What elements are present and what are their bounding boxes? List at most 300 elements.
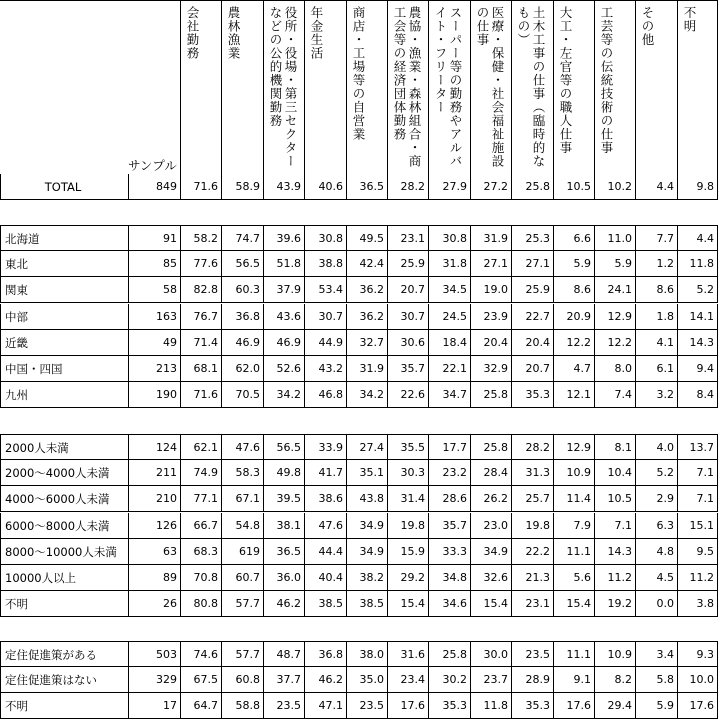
value-cell: 76.7	[180, 304, 221, 330]
value-cell: 34.9	[470, 539, 511, 565]
table-row	[0, 251, 718, 277]
value-cell: 8.2	[594, 667, 635, 693]
value-cell: 9.5	[677, 539, 718, 565]
value-cell: 11.4	[553, 486, 594, 512]
value-cell: 74.7	[221, 225, 263, 251]
value-cell: 30.7	[387, 304, 428, 330]
value-cell: 4.5	[635, 565, 677, 591]
value-cell: 35.3	[511, 693, 553, 719]
value-cell: 54.8	[221, 513, 263, 539]
value-cell: 24.1	[594, 277, 635, 303]
value-cell: 36.2	[346, 277, 387, 303]
row-label: 九州	[0, 382, 128, 408]
value-cell: 22.1	[428, 356, 470, 382]
value-cell: 40.6	[304, 174, 346, 200]
value-cell: 18.4	[428, 330, 470, 356]
value-cell: 44.4	[304, 539, 346, 565]
value-cell: 30.3	[387, 460, 428, 486]
column-header-label: 医療・保健・社会福祉施設の仕事	[475, 6, 505, 168]
value-cell: 12.9	[594, 304, 635, 330]
value-cell: 36.2	[346, 304, 387, 330]
value-cell: 46.2	[263, 591, 304, 617]
value-cell: 30.8	[304, 225, 346, 251]
value-cell: 15.1	[677, 513, 718, 539]
value-cell: 34.5	[428, 277, 470, 303]
value-cell: 22.6	[387, 382, 428, 408]
value-cell: 19.8	[511, 513, 553, 539]
value-cell: 4.8	[635, 539, 677, 565]
value-cell: 68.3	[180, 539, 221, 565]
value-cell: 31.6	[387, 641, 428, 667]
table-row	[0, 225, 718, 251]
value-cell: 1.8	[635, 304, 677, 330]
column-header-label: その他	[640, 6, 655, 47]
sample-size: 126	[128, 513, 180, 539]
column-header	[428, 0, 470, 176]
row-label: 4000～6000人未満	[0, 486, 128, 512]
value-cell: 25.9	[511, 277, 553, 303]
value-cell: 20.7	[387, 277, 428, 303]
value-cell: 33.9	[304, 434, 346, 460]
value-cell: 23.4	[387, 667, 428, 693]
sample-size: 849	[128, 174, 180, 200]
value-cell: 5.9	[553, 251, 594, 277]
row-label: 東北	[0, 251, 128, 277]
value-cell: 27.2	[470, 174, 511, 200]
value-cell: 38.1	[263, 513, 304, 539]
value-cell: 25.8	[470, 382, 511, 408]
value-cell: 4.0	[635, 434, 677, 460]
value-cell: 12.2	[553, 330, 594, 356]
sample-size: 124	[128, 434, 180, 460]
table-row	[0, 330, 718, 356]
value-cell: 10.9	[553, 460, 594, 486]
value-cell: 57.7	[221, 591, 263, 617]
value-cell: 7.7	[635, 225, 677, 251]
value-cell: 41.7	[304, 460, 346, 486]
value-cell: 34.7	[428, 382, 470, 408]
value-cell: 36.0	[263, 565, 304, 591]
value-cell: 8.6	[635, 277, 677, 303]
value-cell: 47.6	[304, 513, 346, 539]
table-row	[0, 356, 718, 382]
table-row	[0, 565, 718, 591]
row-label: 10000人以上	[0, 565, 128, 591]
value-cell: 42.4	[346, 251, 387, 277]
value-cell: 77.1	[180, 486, 221, 512]
value-cell: 20.4	[470, 330, 511, 356]
value-cell: 8.1	[594, 434, 635, 460]
value-cell: 4.1	[635, 330, 677, 356]
value-cell: 46.2	[304, 667, 346, 693]
value-cell: 25.8	[511, 174, 553, 200]
value-cell: 10.4	[594, 460, 635, 486]
value-cell: 30.6	[387, 330, 428, 356]
value-cell: 31.9	[470, 225, 511, 251]
value-cell: 40.4	[304, 565, 346, 591]
value-cell: 52.6	[263, 356, 304, 382]
row-label: 北海道	[0, 225, 128, 251]
value-cell: 19.8	[387, 513, 428, 539]
value-cell: 35.0	[346, 667, 387, 693]
value-cell: 23.5	[511, 641, 553, 667]
value-cell: 35.1	[346, 460, 387, 486]
value-cell: 11.1	[553, 539, 594, 565]
column-header-label: 工芸等の伝統技術の仕事	[599, 6, 614, 155]
column-header	[470, 0, 511, 176]
table-row	[0, 460, 718, 486]
value-cell: 74.6	[180, 641, 221, 667]
value-cell: 60.8	[221, 667, 263, 693]
value-cell: 68.1	[180, 356, 221, 382]
value-cell: 35.3	[428, 693, 470, 719]
value-cell: 12.1	[553, 382, 594, 408]
value-cell: 2.9	[635, 486, 677, 512]
value-cell: 77.6	[180, 251, 221, 277]
sample-size: 163	[128, 304, 180, 330]
column-header	[180, 0, 221, 176]
value-cell: 46.9	[263, 330, 304, 356]
row-label: 不明	[0, 591, 128, 617]
value-cell: 26.2	[470, 486, 511, 512]
value-cell: 35.3	[511, 382, 553, 408]
value-cell: 9.1	[553, 667, 594, 693]
value-cell: 19.0	[470, 277, 511, 303]
value-cell: 17.7	[428, 434, 470, 460]
value-cell: 11.1	[553, 641, 594, 667]
column-header	[677, 0, 718, 176]
row-label: 2000～4000人未満	[0, 460, 128, 486]
value-cell: 9.3	[677, 641, 718, 667]
value-cell: 25.9	[387, 251, 428, 277]
value-cell: 70.5	[221, 382, 263, 408]
value-cell: 27.4	[346, 434, 387, 460]
value-cell: 27.1	[511, 251, 553, 277]
sample-size: 211	[128, 460, 180, 486]
sample-size: 89	[128, 565, 180, 591]
value-cell: 38.5	[346, 591, 387, 617]
value-cell: 15.4	[553, 591, 594, 617]
value-cell: 43.8	[346, 486, 387, 512]
value-cell: 67.1	[221, 486, 263, 512]
total-row	[0, 174, 718, 200]
value-cell: 30.7	[304, 304, 346, 330]
value-cell: 9.8	[677, 174, 718, 200]
value-cell: 58.2	[180, 225, 221, 251]
value-cell: 38.8	[304, 251, 346, 277]
column-header-label: 大工・左官等の職人仕事	[558, 6, 573, 155]
value-cell: 32.9	[470, 356, 511, 382]
sample-size: 210	[128, 486, 180, 512]
value-cell: 71.6	[180, 174, 221, 200]
value-cell: 5.9	[635, 693, 677, 719]
row-label: 定住促進策はない	[0, 667, 128, 693]
value-cell: 34.2	[346, 382, 387, 408]
value-cell: 23.2	[428, 460, 470, 486]
value-cell: 38.0	[346, 641, 387, 667]
value-cell: 25.3	[511, 225, 553, 251]
value-cell: 60.3	[221, 277, 263, 303]
value-cell: 67.5	[180, 667, 221, 693]
column-header	[553, 0, 594, 176]
value-cell: 46.8	[304, 382, 346, 408]
value-cell: 32.7	[346, 330, 387, 356]
table-row	[0, 641, 718, 667]
value-cell: 34.9	[346, 539, 387, 565]
value-cell: 56.5	[263, 434, 304, 460]
value-cell: 31.4	[387, 486, 428, 512]
column-header	[221, 0, 263, 176]
value-cell: 13.7	[677, 434, 718, 460]
value-cell: 82.8	[180, 277, 221, 303]
value-cell: 17.6	[387, 693, 428, 719]
value-cell: 58.3	[221, 460, 263, 486]
column-header-label: 農協・漁業・森林組合・商工会等の経済団体勤務	[392, 6, 422, 168]
value-cell: 20.4	[511, 330, 553, 356]
value-cell: 34.9	[346, 513, 387, 539]
row-label: 近畿	[0, 330, 128, 356]
table-row	[0, 277, 718, 303]
column-header-label: 土木工事の仕事（臨時的なもの）	[516, 6, 546, 168]
value-cell: 9.4	[677, 356, 718, 382]
value-cell: 64.7	[180, 693, 221, 719]
value-cell: 38.5	[304, 591, 346, 617]
value-cell: 19.2	[594, 591, 635, 617]
sample-size: 213	[128, 356, 180, 382]
value-cell: 34.8	[428, 565, 470, 591]
value-cell: 8.4	[677, 382, 718, 408]
value-cell: 7.1	[594, 513, 635, 539]
value-cell: 10.0	[677, 667, 718, 693]
value-cell: 31.3	[511, 460, 553, 486]
value-cell: 47.1	[304, 693, 346, 719]
column-header-label: 会社勤務	[185, 6, 200, 60]
value-cell: 23.5	[346, 693, 387, 719]
sample-size: 503	[128, 641, 180, 667]
value-cell: 46.9	[221, 330, 263, 356]
value-cell: 6.6	[553, 225, 594, 251]
value-cell: 51.8	[263, 251, 304, 277]
column-header-label: 役所・役場・第三セクターなどの公的機関勤務	[268, 6, 298, 168]
value-cell: 4.4	[677, 225, 718, 251]
value-cell: 10.5	[553, 174, 594, 200]
value-cell: 10.2	[594, 174, 635, 200]
table-row	[0, 434, 718, 460]
value-cell: 49.5	[346, 225, 387, 251]
value-cell: 11.2	[594, 565, 635, 591]
value-cell: 70.8	[180, 565, 221, 591]
row-label: 6000～8000人未満	[0, 513, 128, 539]
value-cell: 5.9	[594, 251, 635, 277]
value-cell: 25.7	[511, 486, 553, 512]
value-cell: 31.8	[428, 251, 470, 277]
table-row	[0, 539, 718, 565]
value-cell: 27.1	[470, 251, 511, 277]
table-row	[0, 693, 718, 719]
value-cell: 48.7	[263, 641, 304, 667]
sample-header: サンプル	[128, 158, 177, 173]
value-cell: 15.9	[387, 539, 428, 565]
value-cell: 58.8	[221, 693, 263, 719]
table-row	[0, 667, 718, 693]
column-header-label: 農林漁業	[226, 6, 241, 60]
value-cell: 20.9	[553, 304, 594, 330]
value-cell: 3.4	[635, 641, 677, 667]
column-header	[594, 0, 635, 176]
table-row	[0, 591, 718, 617]
value-cell: 32.6	[470, 565, 511, 591]
value-cell: 36.8	[304, 641, 346, 667]
value-cell: 31.9	[346, 356, 387, 382]
table-row	[0, 486, 718, 512]
value-cell: 36.5	[263, 539, 304, 565]
value-cell: 28.4	[470, 460, 511, 486]
value-cell: 14.3	[594, 539, 635, 565]
column-header	[387, 0, 428, 176]
value-cell: 29.2	[387, 565, 428, 591]
value-cell: 66.7	[180, 513, 221, 539]
value-cell: 33.3	[428, 539, 470, 565]
value-cell: 34.2	[263, 382, 304, 408]
value-cell: 4.7	[553, 356, 594, 382]
value-cell: 23.5	[263, 693, 304, 719]
value-cell: 6.3	[635, 513, 677, 539]
row-label: TOTAL	[0, 174, 128, 200]
value-cell: 11.2	[677, 565, 718, 591]
table-row	[0, 513, 718, 539]
value-cell: 28.6	[428, 486, 470, 512]
value-cell: 74.9	[180, 460, 221, 486]
value-cell: 17.6	[553, 693, 594, 719]
value-cell: 37.7	[263, 667, 304, 693]
value-cell: 14.1	[677, 304, 718, 330]
value-cell: 20.7	[511, 356, 553, 382]
sample-size: 26	[128, 591, 180, 617]
value-cell: 30.0	[470, 641, 511, 667]
sample-size: 190	[128, 382, 180, 408]
column-header-label: スーパー等の勤務やアルバイト・フリーター	[433, 6, 463, 168]
value-cell: 28.9	[511, 667, 553, 693]
value-cell: 7.1	[677, 486, 718, 512]
sample-size: 85	[128, 251, 180, 277]
value-cell: 5.2	[677, 277, 718, 303]
value-cell: 23.1	[387, 225, 428, 251]
value-cell: 71.6	[180, 382, 221, 408]
value-cell: 3.2	[635, 382, 677, 408]
value-cell: 619	[221, 539, 263, 565]
column-header	[263, 0, 304, 176]
value-cell: 17.6	[677, 693, 718, 719]
value-cell: 58.9	[221, 174, 263, 200]
value-cell: 22.2	[511, 539, 553, 565]
value-cell: 23.0	[470, 513, 511, 539]
value-cell: 57.7	[221, 641, 263, 667]
value-cell: 30.2	[428, 667, 470, 693]
value-cell: 7.9	[553, 513, 594, 539]
value-cell: 36.8	[221, 304, 263, 330]
value-cell: 53.4	[304, 277, 346, 303]
value-cell: 35.7	[387, 356, 428, 382]
column-header-label: 年金生活	[309, 6, 324, 60]
value-cell: 80.8	[180, 591, 221, 617]
value-cell: 43.2	[304, 356, 346, 382]
value-cell: 35.7	[428, 513, 470, 539]
row-label: 中国・四国	[0, 356, 128, 382]
value-cell: 71.4	[180, 330, 221, 356]
value-cell: 43.6	[263, 304, 304, 330]
sample-size: 17	[128, 693, 180, 719]
table-row	[0, 304, 718, 330]
row-label: 中部	[0, 304, 128, 330]
column-header	[635, 0, 677, 176]
row-label: 関東	[0, 277, 128, 303]
row-label: 定住促進策がある	[0, 641, 128, 667]
value-cell: 4.4	[635, 174, 677, 200]
sample-size: 63	[128, 539, 180, 565]
value-cell: 60.7	[221, 565, 263, 591]
value-cell: 14.3	[677, 330, 718, 356]
row-label: 不明	[0, 693, 128, 719]
value-cell: 56.5	[221, 251, 263, 277]
value-cell: 23.9	[470, 304, 511, 330]
value-cell: 23.7	[470, 667, 511, 693]
value-cell: 15.4	[470, 591, 511, 617]
value-cell: 29.4	[594, 693, 635, 719]
value-cell: 10.5	[594, 486, 635, 512]
value-cell: 1.2	[635, 251, 677, 277]
value-cell: 21.3	[511, 565, 553, 591]
value-cell: 34.6	[428, 591, 470, 617]
value-cell: 27.9	[428, 174, 470, 200]
value-cell: 3.8	[677, 591, 718, 617]
value-cell: 10.9	[594, 641, 635, 667]
value-cell: 24.5	[428, 304, 470, 330]
value-cell: 37.9	[263, 277, 304, 303]
value-cell: 5.8	[635, 667, 677, 693]
value-cell: 5.2	[635, 460, 677, 486]
column-header	[346, 0, 387, 176]
value-cell: 43.9	[263, 174, 304, 200]
column-header-label: 不明	[682, 6, 697, 33]
value-cell: 22.7	[511, 304, 553, 330]
value-cell: 25.8	[470, 434, 511, 460]
value-cell: 5.6	[553, 565, 594, 591]
value-cell: 11.8	[677, 251, 718, 277]
value-cell: 30.8	[428, 225, 470, 251]
value-cell: 8.0	[594, 356, 635, 382]
value-cell: 7.1	[677, 460, 718, 486]
row-label: 8000～10000人未満	[0, 539, 128, 565]
value-cell: 62.1	[180, 434, 221, 460]
value-cell: 8.6	[553, 277, 594, 303]
value-cell: 35.5	[387, 434, 428, 460]
sample-size: 58	[128, 277, 180, 303]
sample-size: 49	[128, 330, 180, 356]
value-cell: 28.2	[387, 174, 428, 200]
value-cell: 39.5	[263, 486, 304, 512]
value-cell: 12.9	[553, 434, 594, 460]
value-cell: 23.1	[511, 591, 553, 617]
value-cell: 44.9	[304, 330, 346, 356]
value-cell: 39.6	[263, 225, 304, 251]
column-header	[304, 0, 346, 176]
value-cell: 38.2	[346, 565, 387, 591]
value-cell: 15.4	[387, 591, 428, 617]
value-cell: 7.4	[594, 382, 635, 408]
value-cell: 11.0	[594, 225, 635, 251]
value-cell: 6.1	[635, 356, 677, 382]
value-cell: 12.2	[594, 330, 635, 356]
